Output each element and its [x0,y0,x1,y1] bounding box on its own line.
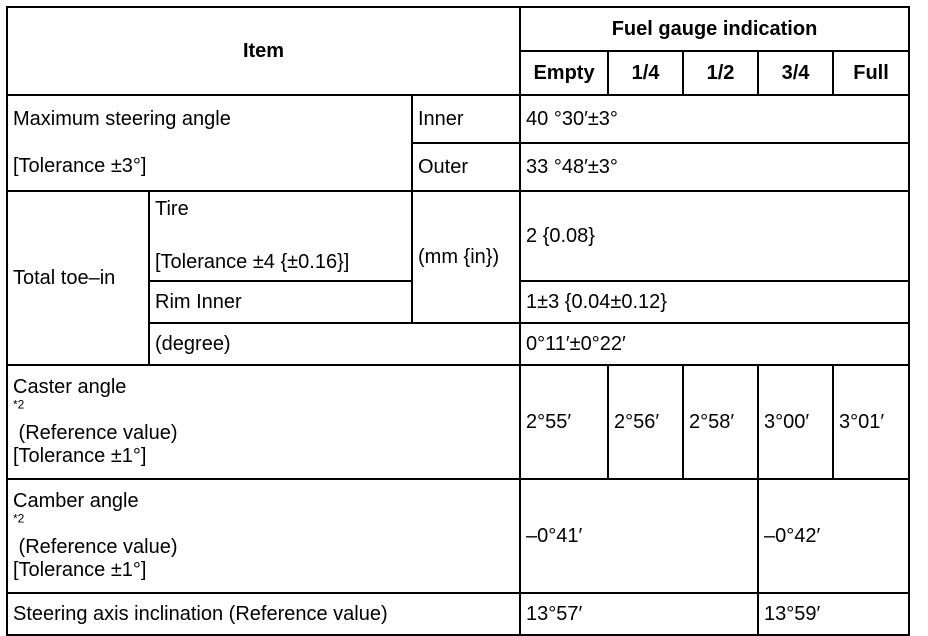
inner-label: Inner [412,95,520,143]
steering-axis-high-value: 13°59′ [758,593,909,635]
tire-label-cell [149,191,412,281]
rim-value: 1±3 {0.04±0.12} [520,281,909,323]
toe-in-label: Total toe–in [7,191,149,365]
steering-axis-low-value: 13°57′ [520,593,758,635]
camber-row [7,479,909,593]
camber-reference: (Reference value) [13,536,178,558]
camber-label: Camber angle [13,490,139,512]
level-half-header: 1/2 [683,51,758,95]
steering-axis-label: Steering axis inclination (Reference value) [7,593,520,635]
caster-half-value: 2°58′ [683,365,758,479]
level-full-header: Full [833,51,909,95]
inner-value: 40 °30′±3° [520,95,909,143]
caster-label: Caster angle [13,376,127,398]
outer-label: Outer [412,143,520,191]
camber-label-cell [7,479,520,593]
caster-footnote-mark: *2 [13,397,25,412]
caster-empty-value: 2°55′ [520,365,608,479]
max-steering-inner-row [7,95,909,143]
camber-footnote-mark: *2 [13,511,25,526]
camber-title [13,490,514,559]
tire-value: 2 {0.08} [520,191,909,281]
level-quarter-header: 1/4 [608,51,683,95]
tire-label: Tire [155,198,189,220]
max-steering-title: Maximum steering angle [13,108,231,130]
item-header: Item [7,7,520,95]
camber-low-value: –0°41′ [520,479,758,593]
camber-high-value: –0°42′ [758,479,909,593]
caster-quarter-value: 2°56′ [608,365,683,479]
caster-tolerance: [Tolerance ±1°] [13,445,147,467]
toe-in-unit: (mm {in}) [412,191,520,323]
fuel-gauge-header: Fuel gauge indication [520,7,909,51]
tire-tolerance: [Tolerance ±4 {±0.16}] [155,251,350,273]
outer-value: 33 °48′±3° [520,143,909,191]
caster-full-value: 3°01′ [833,365,909,479]
rim-label: Rim Inner [149,281,412,323]
camber-tolerance: [Tolerance ±1°] [13,559,147,581]
degree-value: 0°11′±0°22′ [520,323,909,365]
max-steering-label [7,95,412,191]
level-empty-header: Empty [520,51,608,95]
caster-three-quarter-value: 3°00′ [758,365,833,479]
caster-label-cell [7,365,520,479]
wheel-alignment-spec-table [6,6,910,636]
level-three-quarter-header: 3/4 [758,51,833,95]
toe-in-tire-row [7,191,909,281]
steering-axis-row [7,593,909,635]
caster-row [7,365,909,479]
caster-reference: (Reference value) [13,422,178,444]
max-steering-tolerance: [Tolerance ±3°] [13,155,147,177]
degree-label: (degree) [149,323,520,365]
header-row [7,7,909,51]
caster-title [13,376,514,445]
